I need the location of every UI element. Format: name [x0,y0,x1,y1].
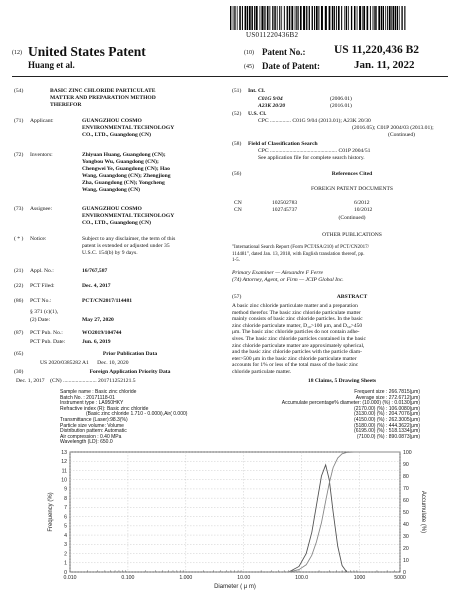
s371-date: May 27, 2020 [82,317,114,323]
abstract-code: (57) [232,294,242,300]
y-tick-left: 3 [64,542,67,549]
x-tick: 1000 [353,575,366,581]
other-pubs-title: OTHER PUBLICATIONS [322,232,382,238]
assignee-line: GUANGZHOU COSMO [82,206,142,212]
foreign-priority-code: (30) [14,369,24,375]
code-45: (45) [244,64,254,70]
appl-number: 16/767,587 [82,268,108,274]
date-of-patent: Jan. 11, 2022 [354,59,415,71]
abstract-line: mainly consists of basic zinc chloride particles. In the basic [232,316,363,323]
pct-pub-date: Jun. 6, 2019 [82,339,111,345]
chart-left-info [60,390,187,446]
abstract-line: accounts for 1% or less of the total mass of the basic zinc [232,362,359,369]
plot-frame [70,452,400,572]
foreign-doc-country: CN [234,200,242,206]
inventor-line: Wang, Guangdong (CN) [82,187,140,194]
info-line: Sample name : Basic zinc chloride [60,389,137,395]
inventors-label: Inventors: [30,152,53,158]
inventor-line: Yongbou Wu, Guangdong (CN); [82,159,159,166]
title-line: THEREFOR [50,102,82,109]
x-axis-label: Diameter ( μ m) [214,584,256,590]
inventor-line: Zha, Guangdong (CN); Yongcheng [82,180,165,187]
info-line: Distribution pattern: Automatic [60,428,127,435]
foreign-doc-number: 102502783 [272,200,298,206]
info-line: (2170.00) (%) : 106.0080(μm) [354,405,420,412]
y-tick-left: 0 [64,569,67,576]
chart-info-block [60,390,420,446]
y-tick-left: 9 [64,486,67,493]
code-10: (10) [244,50,254,56]
applicant-code: (71) [14,118,24,124]
document-type: United States Patent [28,44,146,59]
foreign-docs-continued: (Continued) [338,215,366,221]
int-cl-title: Int. Cl. [248,88,265,94]
prior-pub-code: (65) [14,351,24,357]
y-tick-left: 1 [64,560,67,567]
field-search-title: Field of Classification Search [248,141,318,147]
claims-summary: 18 Claims, 5 Drawing Sheets [307,378,377,384]
s371-date-label: (2) Date: [30,317,51,323]
int-cl-date: (2016.01) [330,103,352,109]
chart-right-info [250,390,420,440]
x-tick: 100.0 [295,575,309,581]
left-column [0,0,230,378]
y-tick-left: 12 [61,459,67,466]
us-cl-code: (52) [232,111,242,117]
other-pub-line: 114481", dated Jan. 13, 2018, with English translation thereof, pp. [232,251,365,257]
abstract-line: A basic zinc chloride particulate matter and a preparation [232,303,358,309]
int-cl-code: (51) [232,88,242,94]
info-line: (6195.00) (%) : 518.1334(μm) [354,428,420,435]
appl-label: Appl. No.: [30,268,54,274]
foreign-priority-row: Dec. 1, 2017 (CN) ........................ 201711252121.5 [16,378,136,384]
y-tick-right: 0 [403,569,406,576]
pct-number: PCT/CN2017/114481 [82,298,133,304]
inventors-code: (72) [14,152,24,158]
foreign-priority-title: Foreign Application Priority Data [89,369,171,375]
foreign-docs-title: FOREIGN PATENT DOCUMENTS [310,186,394,192]
notice-value [82,236,175,257]
abstract-line: μm. The basic zinc chloride particles do not contain adhe- [232,329,360,336]
other-pub-line: "International Search Report (Form PCT/ISA/210) of PCT/CN2017/ [232,245,370,250]
applicant-value [82,118,174,139]
right-column [232,0,452,378]
notice-code: ( * ) [14,236,24,242]
abstract-line: sives. The basic zinc chloride particles contained in the basic [232,335,366,342]
code-12: (12) [12,50,22,56]
info-line: (Basic zinc chloride 1.710 - 0.000i),Air( 0.000) [86,411,188,418]
info-line: Transmittance (Laser):98.3(%) [60,416,128,423]
int-cl-date: (2006.01) [330,96,352,102]
x-tick: 5000 [394,575,406,581]
pct-filed-date: Dec. 4, 2017 [82,283,111,289]
particle-size-chart [30,448,440,594]
int-cl-class: C01G 9/04 [258,96,283,102]
info-line: Particle size volume: Volume [60,422,124,429]
x-tick: 0.100 [121,575,135,581]
info-line: Instrument type : LA950HKY [60,400,124,407]
y-tick-left: 8 [64,495,67,502]
int-cl-class: A23K 20/20 [258,103,286,109]
date-of-patent-label: Date of Patent: [262,61,320,71]
applicant-label: Applicant: [30,118,54,124]
notice-line: U.S.C. 154(b) by 9 days. [82,250,138,257]
prior-pub-row: US 2020/0385282 A1 Dec. 10, 2020 [40,360,129,366]
references-title: References Cited [331,171,373,177]
s371-label: § 371 (c)(1), [30,309,59,315]
x-tick: 1.000 [179,575,193,581]
references-code: (56) [232,171,242,177]
y-tick-left: 4 [64,532,67,539]
y-tick-right: 50 [403,509,409,516]
inventors-value [82,152,171,195]
info-line: Batch No. : 20171118-01 [60,394,115,401]
info-line: Frequent size : 266.7815(μm) [354,389,420,395]
inventor-line: Chengwei Ye, Guangdong (CN); Hao [82,166,170,173]
y-tick-right: 70 [403,485,409,492]
notice-line: patent is extended or adjusted under 35 [82,243,170,250]
notice-label: Notice: [30,236,47,242]
pct-pub-date-label: PCT Pub. Date: [30,339,66,345]
us-cl-line: CPC ............... C01G 9/04 (2013.01); A23K 20/30 [258,118,371,124]
x-tick: 10.00 [237,575,251,581]
info-line: Refractive index (R): Basic zinc chloride [60,405,149,412]
y-tick-right: 40 [403,521,409,528]
info-line: Average size : 272.6712(μm) [355,394,420,401]
barcode-number: US011220436B2 [246,31,299,39]
title-line: MATTER AND PREPARATION METHOD [50,95,156,102]
field-search-line: CPC ................................................ C01P 2004/51 [258,148,371,154]
pct-no-code: (86) [14,298,24,304]
foreign-doc-date: 10/2012 [354,207,373,213]
title-line: BASIC ZINC CHLORIDE PARTICULATE [50,88,156,94]
foreign-doc-number: 102745737 [272,207,298,213]
y-tick-right: 30 [403,533,409,540]
y-tick-left: 5 [64,523,67,530]
assignee-code: (73) [14,206,24,212]
y-tick-right: 10 [403,557,409,564]
applicant-line: GUANGZHOU COSMO [82,118,142,124]
abstract-body [232,303,366,376]
us-cl-continued: (Continued) [388,132,416,138]
pct-no-label: PCT No.: [30,298,52,304]
assignee-line: ENVIRONMENTAL TECHNOLOGY [82,213,175,220]
pct-pub-code: (87) [14,330,24,336]
inventor-line: Wang, Guangdong (CN); Zhengjiong [82,173,171,180]
y-tick-left: 11 [61,468,67,475]
notice-line: Subject to any disclaimer, the term of this [82,236,176,242]
y-tick-left: 13 [61,449,67,456]
us-cl-line: (2016.05); C01P 2004/03 (2013.01); [352,125,434,131]
info-line: Accumulate percentage% diameter: (10.000) (%) : 0.0130(μm) [281,400,420,407]
abstract-line: zinc chloride particulate matter are approximately spherical, [232,342,365,349]
abstract-line: method therefor. The basic zinc chloride particulate matter [232,309,361,316]
pct-pub-number: WO2019/104744 [82,330,122,336]
info-line: (3130.00) (%) : 204.7076(μm) [354,411,420,418]
y-tick-left: 6 [64,514,67,521]
y-tick-right: 90 [403,461,409,468]
frequency-line [289,465,347,572]
field-search-code: (58) [232,141,242,147]
info-line: (7100.0) (%) : 890.0873(μm) [356,433,420,440]
pct-pub-label: PCT Pub. No.: [30,330,63,336]
patent-number-label: Patent No.: [262,47,306,57]
abstract-line: zinc chloride particulate matter, D₁₀>100 μm, and D₅₀>450 [232,322,363,329]
title-code: (54) [14,88,24,94]
field-search-line: See application file for complete search history. [258,155,365,161]
y-tick-right: 80 [403,473,409,480]
assignee-line: CO., LTD., Guangdong (CN) [82,220,151,227]
inventor-line: Zhiyuan Huang, Guangdong (CN); [82,152,166,158]
assignee-label: Assignee: [30,206,53,212]
attorney: (74) Attorney, Agent, or Firm — JCIP Global Inc. [232,277,344,284]
assignee-value [82,206,174,227]
info-line: (5180.00) (%) : 444.3622(μm) [354,422,420,429]
applicant-line: ENVIRONMENTAL TECHNOLOGY [82,125,175,132]
y-axis-label-left: Frequency (%) [48,492,54,532]
examiner [232,270,344,284]
inventor-short: Huang et al. [28,60,75,70]
y-tick-right: 20 [403,545,409,552]
appl-code: (21) [14,268,24,274]
other-pub-line: 1-5. [232,258,240,264]
y-tick-left: 10 [61,477,67,484]
pct-filed-code: (22) [14,283,24,289]
invention-title [50,88,156,109]
abstract-title: ABSTRACT [336,294,368,300]
primary-examiner: Primary Examiner — Alexandre F Ferre [232,270,323,276]
y-tick-right: 100 [403,449,412,456]
x-tick: 0.010 [63,575,77,581]
patent-number: US 11,220,436 B2 [334,44,419,56]
abstract-line: and the basic zinc chloride particles with the particle diam- [232,349,362,356]
abstract-line: eter>500 μm in the basic zinc chloride particulate matter [232,355,357,362]
info-line: Air compression : 0.40 MPa [60,433,122,440]
y-axis-label-right: Accumulate (%) [420,490,426,534]
y-tick-left: 7 [64,505,67,512]
pct-filed-label: PCT Filed: [30,283,55,289]
applicant-line: CO., LTD., Guangdong (CN) [82,132,151,139]
y-tick-left: 2 [64,551,67,558]
other-pubs [232,245,369,265]
foreign-doc-date: 6/2012 [354,200,370,206]
foreign-doc-country: CN [234,207,242,213]
y-tick-right: 60 [403,497,409,504]
info-line: (4150.00) (%) : 262.3005(μm) [354,416,420,423]
info-line: Wavelength (LD): 650.0 [60,439,113,446]
us-cl-title: U.S. Cl. [248,111,267,117]
abstract-line: chloride particulate matter. [232,368,292,375]
prior-pub-title: Prior Publication Data [102,351,158,357]
